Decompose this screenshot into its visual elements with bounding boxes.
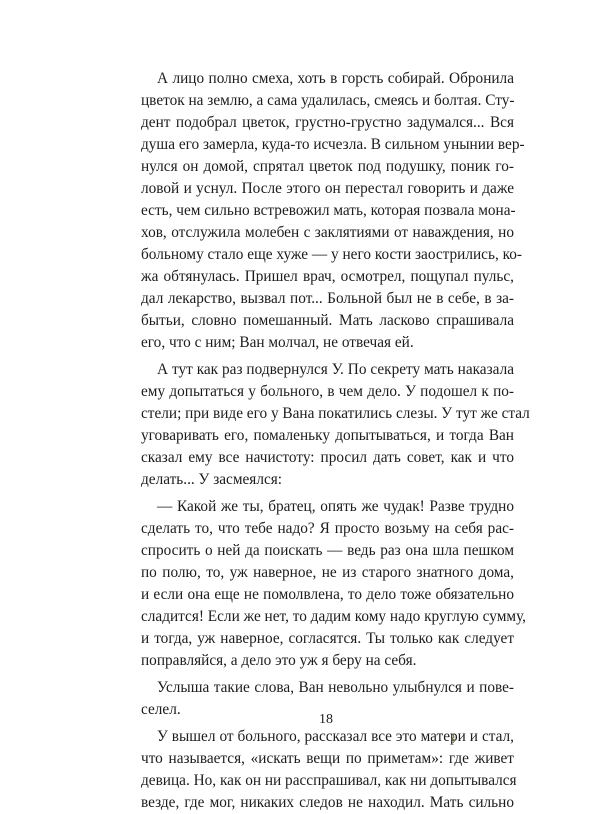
text-line: уговаривать его, помаленьку допытываться, и тогда Ван <box>141 427 514 444</box>
text-line: — Какой же ты, братец, опять же чудак! Разве трудно <box>157 498 514 515</box>
print-speck-mark <box>451 734 457 743</box>
text-line: А лицо полно смеха, хоть в горсть собирай. Обронила <box>157 70 514 87</box>
body-text <box>141 68 530 814</box>
paragraph-1 <box>141 68 525 354</box>
text-line: бытьи, словно помешанный. Мать ласково спрашивала <box>141 312 514 329</box>
text-line: дент подобрал цветок, грустно-грустно задумался... Вся <box>141 114 514 131</box>
text-line: и если она еще не помолвлена, то дело тоже обязательно <box>141 586 514 603</box>
text-line: сказал ему все начистоту: просил дать совет, как и что <box>141 449 514 466</box>
text-line: есть, чем сильно встревожил мать, которая позвала мона- <box>141 202 516 219</box>
text-line: больному стало еще хуже — у него кости заострились, ко- <box>141 246 522 263</box>
text-line: А тут как раз подвернулся У. По секрету мать наказала <box>157 361 514 378</box>
paragraph-5 <box>141 726 517 814</box>
text-line: Услыша такие слова, Ван невольно улыбнулся и пове- <box>157 679 514 696</box>
text-line: что называется, «искать вещи по приметам»: где живет <box>141 750 514 767</box>
text-line: ловой и уснул. После этого он перестал говорить и даже <box>141 180 514 197</box>
text-line: нулся он домой, спрятал цветок под подушку, поник го- <box>141 158 514 175</box>
text-line: сладится! Если же нет, то дадим кому надо круглую сумму, <box>141 608 527 625</box>
text-line: его, что с ним; Ван молчал, не отвечая ей. <box>141 334 414 351</box>
page-number: 18 <box>319 712 333 727</box>
text-line: У вышел от больного, рассказал все это матери и стал, <box>157 728 514 745</box>
text-line: и тогда, уж наверное, согласятся. Ты только как следует <box>141 630 514 647</box>
text-line: душа его замерла, куда-то исчезла. В сильном унынии вер- <box>141 136 525 153</box>
text-line: везде, где мог, никаких следов не находил. Мать сильно <box>141 794 514 811</box>
text-line: селел. <box>141 701 181 718</box>
text-line: по полю, то, уж наверное, не из старого знатного дома, <box>141 564 514 581</box>
text-line: ему допытаться у больного, в чем дело. У подошел к по- <box>141 383 514 400</box>
text-line: сделать то, что тебе надо? Я просто возьму на себя рас- <box>141 520 514 537</box>
text-line: поправляйся, а дело это уж я беру на себя. <box>141 652 417 669</box>
text-line: делать... У засмеялся: <box>141 471 283 488</box>
text-line: спросить о ней да поискать — ведь раз она шла пешком <box>141 542 514 559</box>
paragraph-2 <box>141 359 530 491</box>
text-line: жа обтянулась. Пришел врач, осмотрел, пощупал пульс, <box>141 268 514 285</box>
text-line: девица. Но, как он ни расспрашивал, как ни допытывался <box>141 772 517 789</box>
text-line: дал лекарство, вызвал пот... Больной был не в себе, в за- <box>141 290 514 307</box>
paragraph-3 <box>141 496 527 672</box>
text-line: хов, отслужила молебен с заклятиями от наваждения, но <box>141 224 514 241</box>
text-line: стели; при виде его у Вана покатились слезы. У тут же стал <box>141 405 530 422</box>
text-line: цветок на землю, а сама удалилась, смеясь и болтая. Сту- <box>141 92 515 109</box>
